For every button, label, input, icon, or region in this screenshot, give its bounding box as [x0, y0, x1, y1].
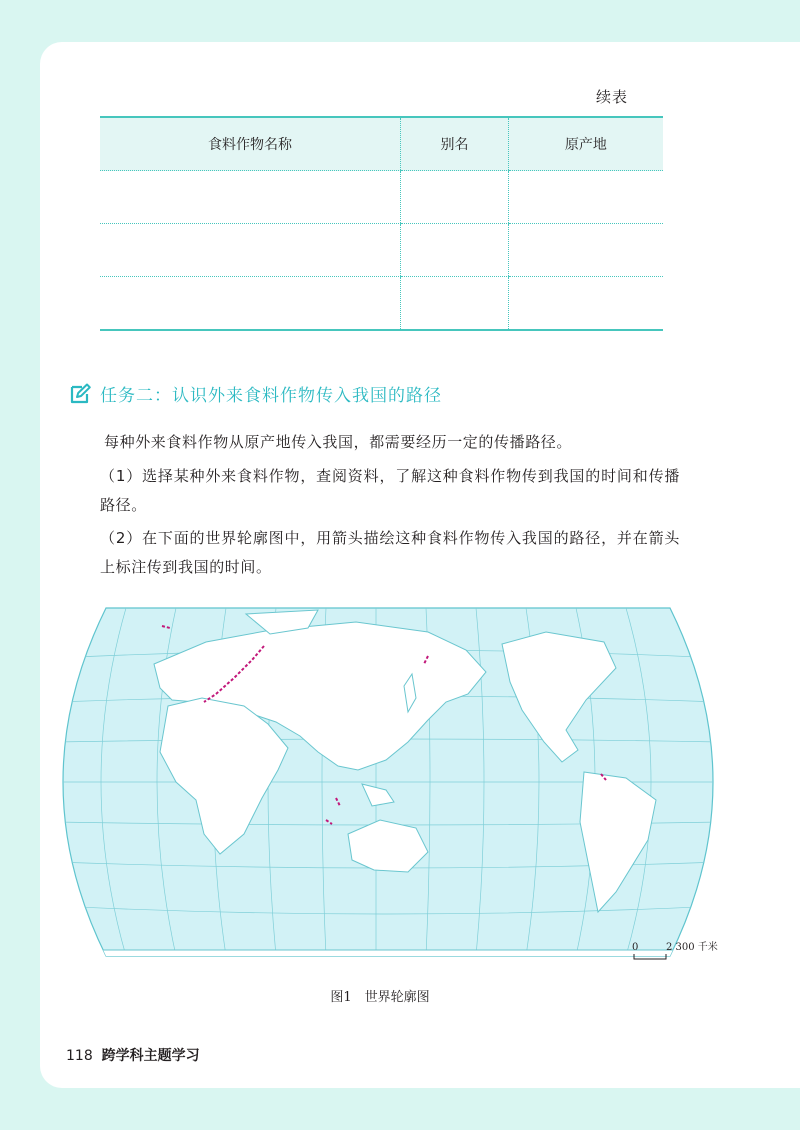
- land-antarctica: [56, 950, 716, 962]
- figure-caption: 图1 世界轮廓图: [330, 990, 430, 1005]
- pencil-note-icon: [68, 382, 92, 406]
- food-crop-table: [100, 116, 663, 331]
- scale-distance-label: 2 300 千米: [666, 942, 718, 953]
- task-heading: [68, 381, 442, 406]
- page-footer: [66, 1045, 200, 1065]
- step-2-paragraph: （2）在下面的世界轮廓图中，用箭头描绘这种食料作物传入我国的路径，并在箭头上标注传到我国的时间。: [100, 529, 680, 576]
- step-1-paragraph: （1）选择某种外来食料作物，查阅资料，了解这种食料作物传到我国的时间和传播路径。: [100, 467, 680, 514]
- table-cell[interactable]: [508, 171, 663, 224]
- intro-paragraph: 每种外来食料作物从原产地传入我国，都需要经历一定的传播路径。: [104, 433, 573, 451]
- table-cell[interactable]: [508, 277, 663, 331]
- table-header-row: [100, 117, 663, 171]
- table-cell[interactable]: [508, 224, 663, 277]
- task-title: 任务二：认识外来食料作物传入我国的路径: [100, 386, 442, 406]
- map-scale-bar: [630, 940, 730, 964]
- table-row: [100, 224, 663, 277]
- header-alias: 别名: [401, 117, 509, 171]
- table-cell[interactable]: [100, 224, 401, 277]
- table-cell[interactable]: [100, 171, 401, 224]
- table-row: [100, 277, 663, 331]
- header-origin: 原产地: [508, 117, 663, 171]
- table-cell[interactable]: [401, 171, 509, 224]
- page-number: 118: [66, 1048, 93, 1064]
- scale-zero-label: 0: [632, 942, 639, 953]
- table-row: [100, 171, 663, 224]
- world-map-svg: [56, 602, 716, 962]
- table-cell[interactable]: [401, 224, 509, 277]
- table-cell[interactable]: [100, 277, 401, 331]
- continued-table-label: 续表: [596, 88, 629, 106]
- table-cell[interactable]: [401, 277, 509, 331]
- world-outline-map: [56, 602, 716, 962]
- book-title: 跨学科主题学习: [101, 1048, 200, 1064]
- header-crop-name: 食料作物名称: [100, 117, 401, 171]
